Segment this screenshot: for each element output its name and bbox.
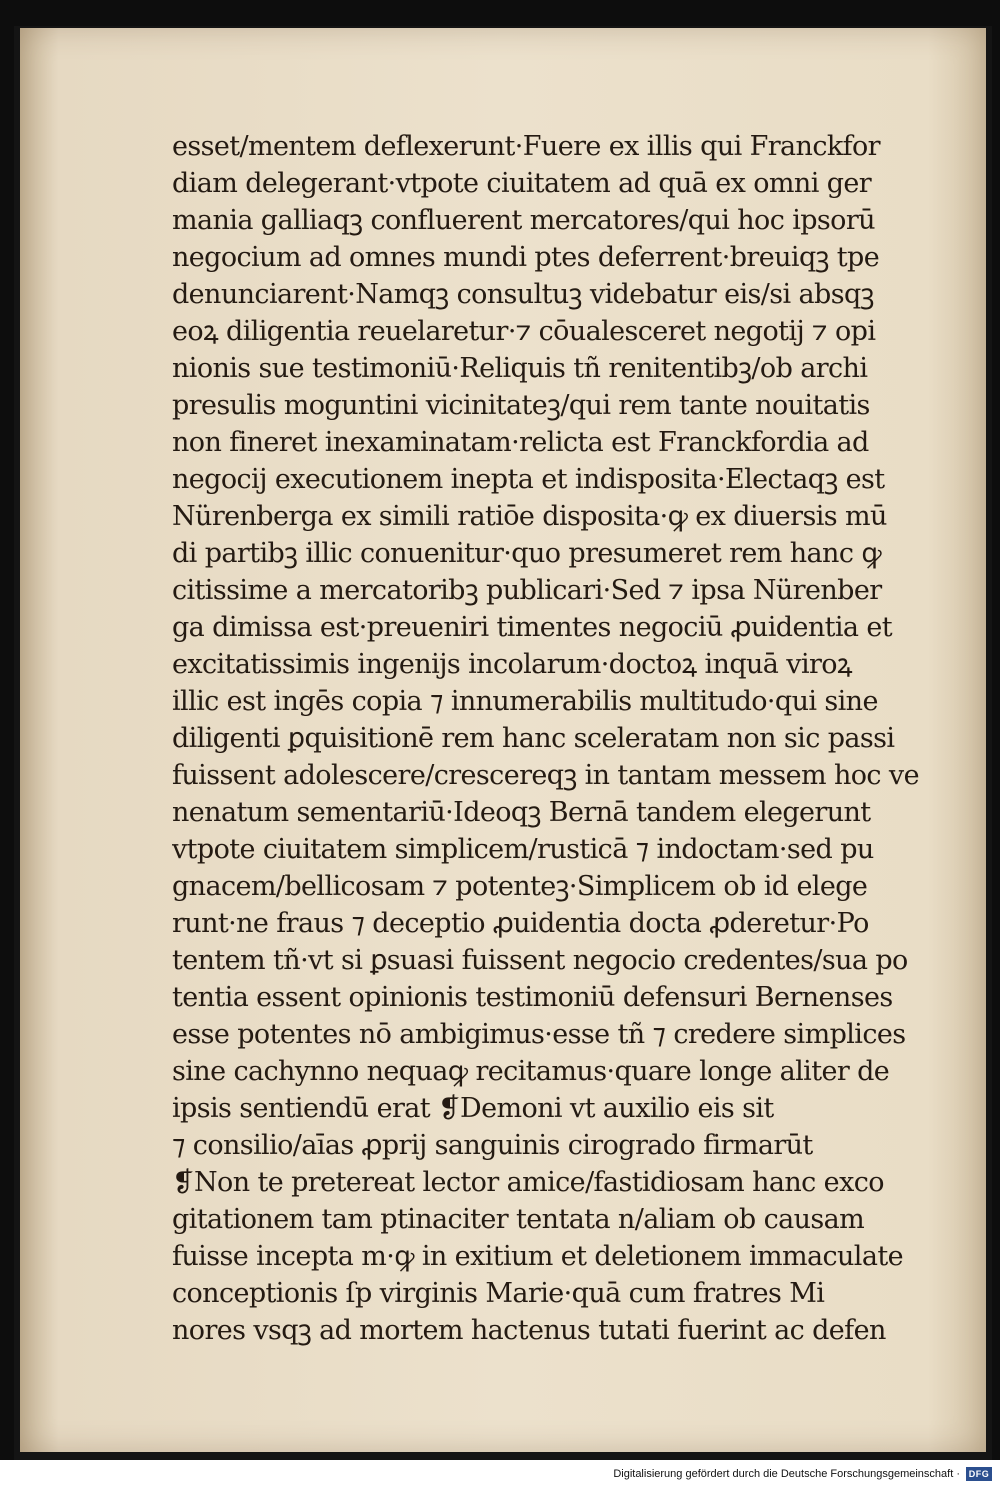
text-line: tentem tñ·vt si ꝑsuasi fuissent negocio credentes/sua po xyxy=(172,945,908,976)
text-line: nionis sue testimoniū·Reliquis tñ renitentibꝫ/ob archi xyxy=(172,353,868,384)
text-line: ga dimissa est·preueniri timentes negociū ꝓuidentia et xyxy=(172,612,893,643)
text-line: fuisse incepta m·ꝙ in exitium et deletionem immaculate xyxy=(172,1241,903,1272)
text-line: conceptionis ſp virginis Marie·quā cum fratres Mi xyxy=(172,1278,825,1309)
text-line: nenatum sementariū·Ideoqꝫ Bernā tandem elegerunt xyxy=(172,797,871,828)
text-line: di partibꝫ illic conuenitur·quo presumeret rem hanc ꝙ xyxy=(172,538,882,569)
text-line: eoꝝ diligentia reuelaretur·⁊ cōualesceret negotij ⁊ opi xyxy=(172,316,876,347)
footer-bar xyxy=(0,1460,1000,1490)
text-line: negocij executionem inepta et indisposita·Electaqꝫ est xyxy=(172,464,885,495)
text-line: non fineret inexaminatam·relicta est Franckfordia ad xyxy=(172,427,869,458)
text-line: presulis moguntini vicinitateꝫ/qui rem tante nouitatis xyxy=(172,390,870,421)
text-line: nores vsqꝫ ad mortem hactenus tutati fuerint ac defen xyxy=(172,1315,886,1346)
text-line: ⁊ consilio/aīas ꝓprij sanguinis cirogrado firmarūt xyxy=(172,1130,813,1161)
text-line: negocium ad omnes mundi ptes deferrent·breuiqꝫ tpe xyxy=(172,242,880,273)
text-line: gnacem/bellicosam ⁊ potenteꝫ·Simplicem ob id elege xyxy=(172,871,868,902)
page-text-block xyxy=(172,128,962,1349)
text-line: tentia essent opinionis testimoniū defensuri Bernenses xyxy=(172,982,893,1013)
text-line: vtpote ciuitatem simplicem/rusticā ⁊ indoctam·sed pu xyxy=(172,834,874,865)
text-line: excitatissimis ingenijs incolarum·doctoꝝ inquā viroꝝ xyxy=(172,649,852,680)
text-line: citissime a mercatoribꝫ publicari·Sed ⁊ ipsa Nürenber xyxy=(172,575,882,606)
text-line: illic est ingēs copia ⁊ innumerabilis multitudo·qui sine xyxy=(172,686,878,717)
text-line: mania galliaqꝫ confluerent mercatores/qui hoc ipsorū xyxy=(172,205,875,236)
book-page xyxy=(20,28,986,1452)
text-line: gitationem tam ptinaciter tentata n/aliam ob causam xyxy=(172,1204,865,1235)
text-line: sine cachynno nequaꝙ recitamus·quare longe aliter de xyxy=(172,1056,890,1087)
text-line: diam delegerant·vtpote ciuitatem ad quā ex omni ger xyxy=(172,168,872,199)
text-line: ipsis sentiendū erat ❡Demoni vt auxilio eis sit xyxy=(172,1093,774,1124)
text-line: diligenti ꝑquisitionē rem hanc sceleratam non sic passi xyxy=(172,723,895,754)
dfg-logo: DFG xyxy=(966,1467,992,1481)
text-line: esset/mentem deflexerunt·Fuere ex illis qui Franckfor xyxy=(172,131,880,162)
text-line: Nürenberga ex simili ratiōe disposita·ꝙ ex diuersis mū xyxy=(172,501,887,532)
text-line: fuissent adolescere/crescereqꝫ in tantam messem hoc ve xyxy=(172,760,919,791)
text-line: denunciarent·Namqꝫ consultuꝫ videbatur eis/si absqꝫ xyxy=(172,279,874,310)
text-line: esse potentes nō ambigimus·esse tñ ⁊ credere simplices xyxy=(172,1019,906,1050)
footer-credit: Digitalisierung gefördert durch die Deutsche Forschungsgemeinschaft · xyxy=(613,1468,960,1480)
text-line: ❡Non te pretereat lector amice/fastidiosam hanc exco xyxy=(172,1167,884,1198)
text-line: runt·ne fraus ⁊ deceptio ꝓuidentia docta ꝓderetur·Po xyxy=(172,908,869,939)
